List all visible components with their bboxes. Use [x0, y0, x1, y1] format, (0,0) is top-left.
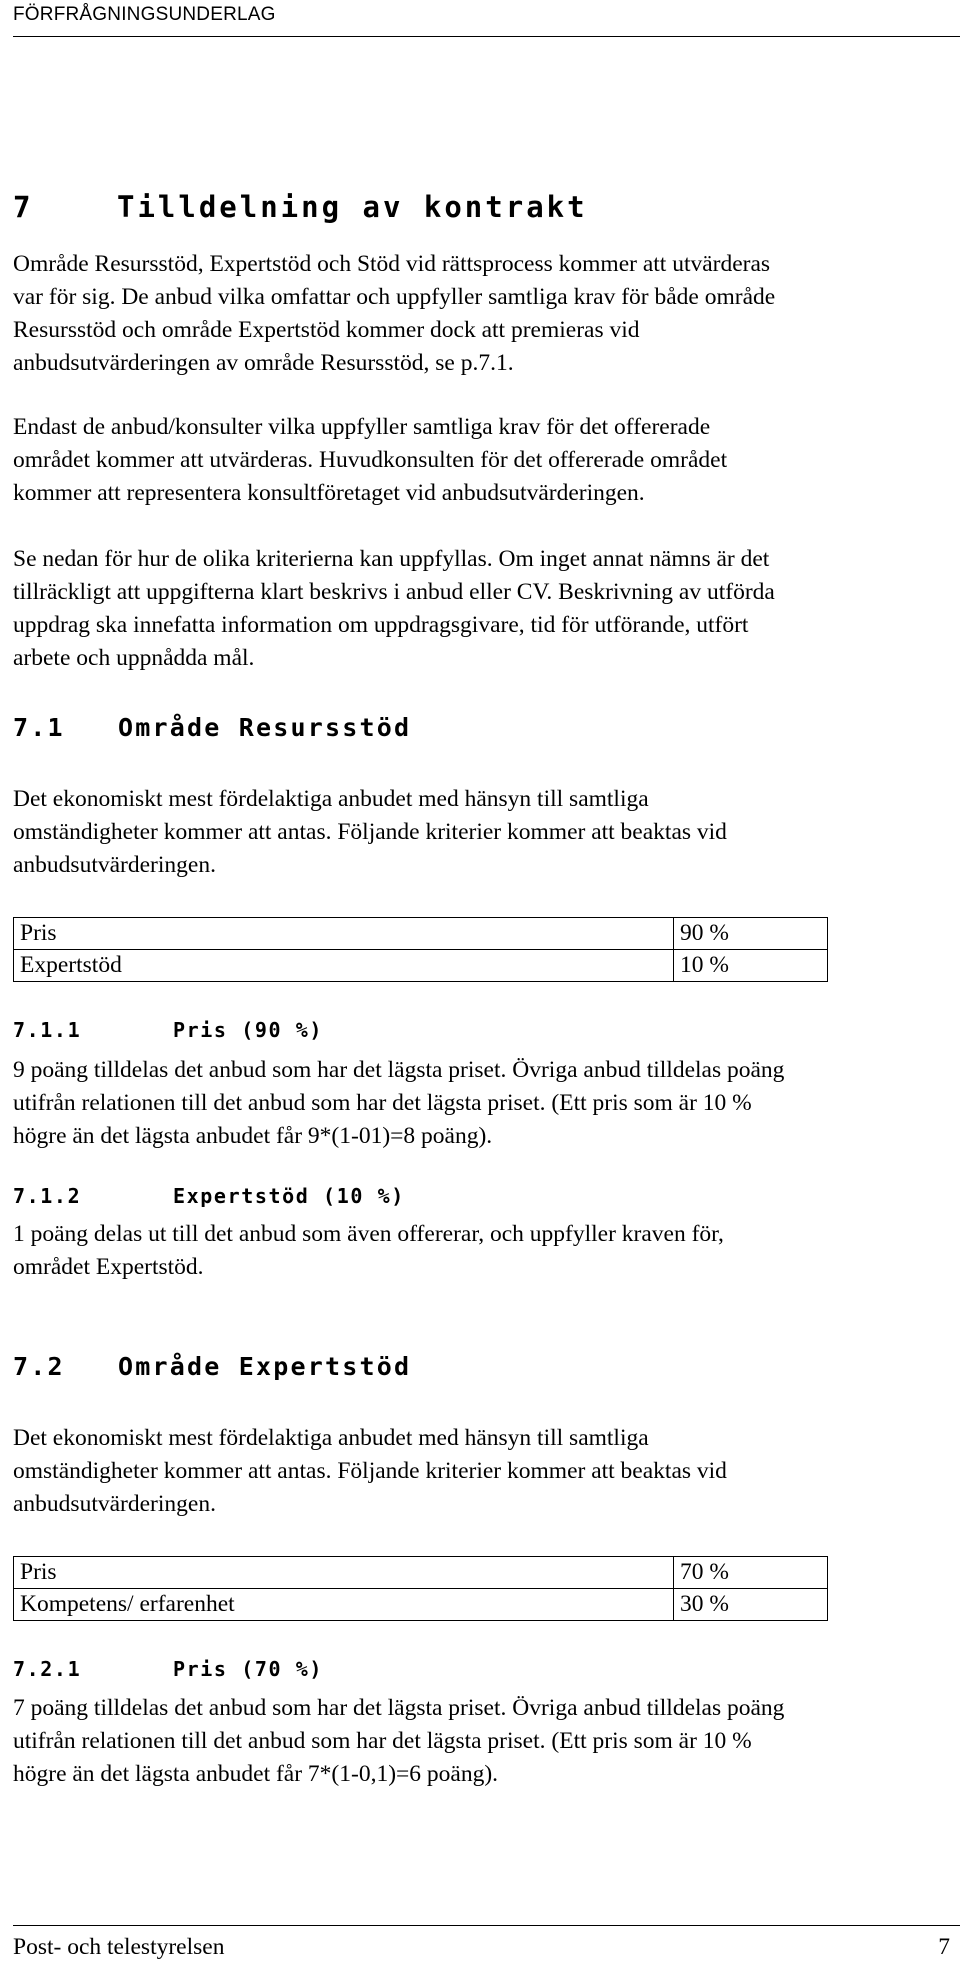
section-title: Område Expertstöd: [118, 1352, 412, 1381]
text-line: området kommer att utvärderas. Huvudkonsulten för det offererade området: [13, 447, 728, 473]
text-line: högre än det lägsta anbudet får 7*(1-0,1)=6 poäng).: [13, 1761, 499, 1787]
section-7-1-2-heading: [13, 1184, 405, 1208]
section-7-1-1-heading: [13, 1018, 323, 1042]
text-line: utifrån relationen till det anbud som har det lägsta priset. (Ett pris som är 10 %: [13, 1090, 752, 1116]
paragraph: [13, 411, 953, 510]
text-line: omständigheter kommer att antas. Följande kriterier kommer att beaktas vid: [13, 1458, 727, 1484]
section-7-1-heading: [13, 713, 411, 742]
paragraph: [13, 1692, 953, 1791]
text-line: 7 poäng tilldelas det anbud som har det lägsta priset. Övriga anbud tilldelas poäng: [13, 1695, 785, 1721]
criterion-label: Expertstöd: [14, 950, 674, 982]
criterion-weight: 90 %: [674, 918, 828, 950]
text-line: högre än det lägsta anbudet får 9*(1-01)=8 poäng).: [13, 1123, 493, 1149]
paragraph: [13, 543, 953, 675]
section-title: Område Resursstöd: [118, 713, 412, 742]
criteria-table: [13, 1556, 828, 1621]
page-number: 7: [938, 1934, 950, 1960]
text-line: Område Resursstöd, Expertstöd och Stöd vid rättsprocess kommer att utvärderas: [13, 251, 771, 277]
criterion-weight: 70 %: [674, 1557, 828, 1589]
text-line: Se nedan för hur de olika kriterierna kan uppfyllas. Om inget annat nämns är det: [13, 546, 770, 572]
section-number: 7.1: [13, 713, 65, 742]
criterion-weight: 10 %: [674, 950, 828, 982]
text-line: 1 poäng delas ut till det anbud som även offererar, och uppfyller kraven för,: [13, 1221, 724, 1247]
text-line: anbudsutvärderingen av område Resursstöd, se p.7.1.: [13, 350, 514, 376]
text-line: anbudsutvärderingen.: [13, 1491, 216, 1517]
text-line: uppdrag ska innefatta information om uppdragsgivare, tid för utförande, utfört: [13, 612, 749, 638]
paragraph: [13, 783, 953, 882]
criterion-label: Pris: [14, 1557, 674, 1589]
section-number: 7.2.1: [13, 1657, 82, 1681]
paragraph: [13, 1218, 953, 1284]
page-header: FÖRFRÅGNINGSUNDERLAG: [13, 4, 276, 25]
header-divider: [13, 36, 960, 37]
criterion-label: Kompetens/ erfarenhet: [14, 1589, 674, 1621]
text-line: 9 poäng tilldelas det anbud som har det lägsta priset. Övriga anbud tilldelas poäng: [13, 1057, 785, 1083]
section-number: 7.1.1: [13, 1018, 82, 1042]
text-line: omständigheter kommer att antas. Följande kriterier kommer att beaktas vid: [13, 819, 727, 845]
section-title: Expertstöd (10 %): [173, 1184, 405, 1208]
paragraph: [13, 248, 953, 380]
table-row: [14, 1557, 828, 1589]
section-title: Pris (70 %): [173, 1657, 324, 1681]
section-number: 7.2: [13, 1352, 65, 1381]
text-line: arbete och uppnådda mål.: [13, 645, 255, 671]
section-title: Tilldelning av kontrakt: [117, 190, 588, 224]
section-title: Pris (90 %): [173, 1018, 324, 1042]
paragraph: [13, 1422, 953, 1521]
criteria-table: [13, 917, 828, 982]
text-line: var för sig. De anbud vilka omfattar och uppfyller samtliga krav för både område: [13, 284, 776, 310]
section-number: 7.1.2: [13, 1184, 82, 1208]
paragraph: [13, 1054, 953, 1153]
text-line: Endast de anbud/konsulter vilka uppfyller samtliga krav för det offererade: [13, 414, 711, 440]
text-line: utifrån relationen till det anbud som har det lägsta priset. (Ett pris som är 10 %: [13, 1728, 752, 1754]
text-line: anbudsutvärderingen.: [13, 852, 216, 878]
text-line: Det ekonomiskt mest fördelaktiga anbudet med hänsyn till samtliga: [13, 1425, 649, 1451]
table-row: [14, 950, 828, 982]
text-line: kommer att representera konsultföretaget vid anbudsutvärderingen.: [13, 480, 645, 506]
criterion-label: Pris: [14, 918, 674, 950]
section-7-2-1-heading: [13, 1657, 323, 1681]
footer-organization: Post- och telestyrelsen: [13, 1934, 225, 1960]
footer-divider: [13, 1925, 960, 1926]
section-7-2-heading: [13, 1352, 411, 1381]
text-line: tillräckligt att uppgifterna klart beskrivs i anbud eller CV. Beskrivning av utförda: [13, 579, 775, 605]
table-row: [14, 918, 828, 950]
text-line: området Expertstöd.: [13, 1254, 204, 1280]
text-line: Det ekonomiskt mest fördelaktiga anbudet med hänsyn till samtliga: [13, 786, 649, 812]
table-row: [14, 1589, 828, 1621]
section-7-heading: [13, 190, 588, 224]
text-line: Resursstöd och område Expertstöd kommer dock att premieras vid: [13, 317, 640, 343]
section-number: 7: [13, 190, 34, 224]
criterion-weight: 30 %: [674, 1589, 828, 1621]
